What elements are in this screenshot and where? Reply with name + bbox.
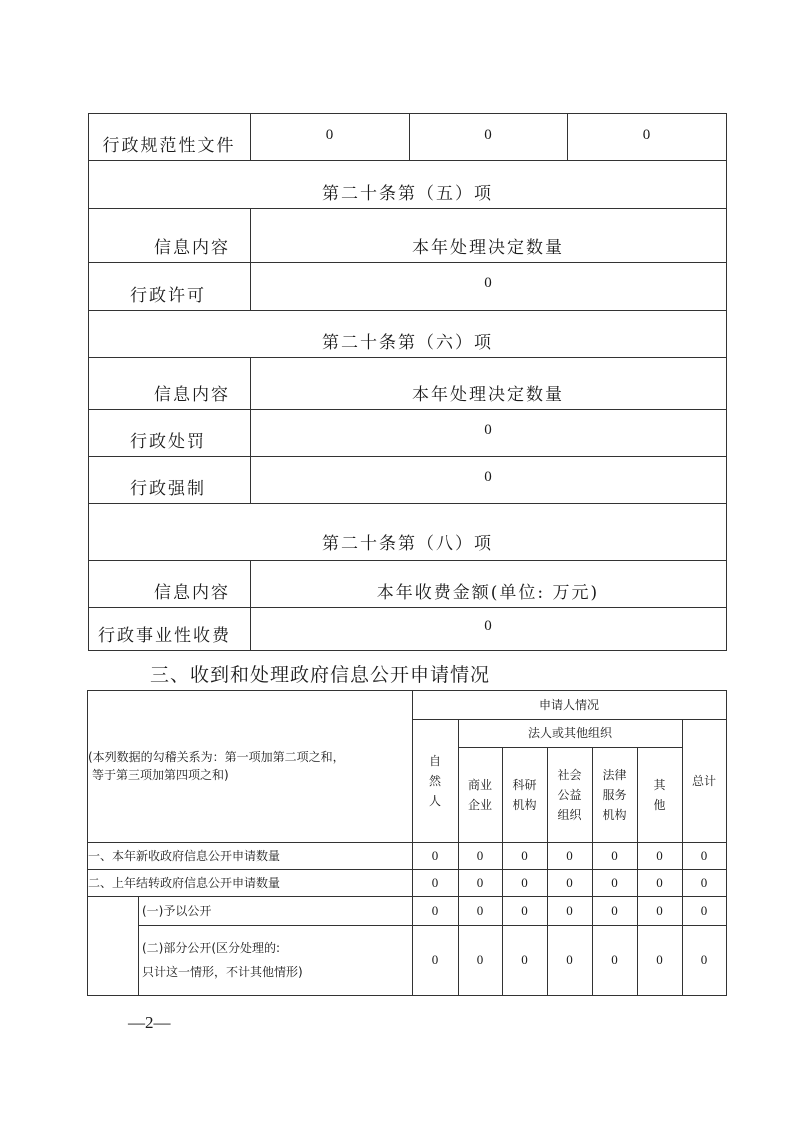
row-label: 二、上年结转政府信息公开申请数量	[88, 875, 281, 890]
header-line: 商业	[467, 777, 492, 792]
value-cell: 0	[566, 902, 573, 918]
header-char: 自	[428, 753, 441, 768]
col-commercial	[458, 747, 502, 842]
value-cell: 0	[521, 952, 528, 967]
col-natural-person	[412, 719, 458, 842]
col-total: 总计	[691, 773, 716, 788]
value-cell: 0	[611, 902, 618, 918]
value-cell: 0	[521, 847, 528, 863]
value-cell: 0	[476, 902, 484, 918]
header-line: 服务	[602, 787, 627, 802]
section-heading-8: 第二十条第（八）项	[322, 534, 493, 554]
header-line: 公益	[557, 787, 582, 802]
value-cell: 0	[700, 952, 708, 967]
header-legal-entity: 法人或其他组织	[527, 726, 612, 740]
table-line	[87, 995, 727, 996]
row-label-line-2: 只计这一情形，不计其他情形)	[142, 965, 303, 979]
header-char: 然	[428, 773, 441, 788]
row-label-admin-enforcement: 行政强制	[130, 479, 206, 499]
header-line: 社会	[557, 767, 582, 782]
row-label-line-1: (二)部分公开(区分处理的:	[142, 941, 281, 955]
col-research	[502, 747, 547, 842]
header-line: 科研	[512, 777, 537, 792]
value-cell: 0	[566, 847, 573, 863]
value-cell: 0	[431, 902, 439, 918]
value-cell: 0	[611, 847, 618, 863]
value-cell: 0	[566, 874, 573, 890]
table-line	[726, 690, 727, 996]
col-other	[637, 747, 682, 842]
header-line: 企业	[467, 797, 492, 812]
header-line: 法律	[602, 767, 627, 782]
value-cell: 0	[521, 902, 528, 918]
column-header: 本年收费金额(单位: 万元)	[376, 583, 600, 603]
row-label-admin-penalty: 行政处罚	[130, 432, 206, 452]
header-line: 组织	[557, 807, 582, 822]
value-cell: 0	[431, 952, 439, 967]
checksum-note	[88, 690, 412, 842]
note-line-2: 等于第三项加第四项之和)	[92, 768, 229, 782]
value-cell: 0	[656, 902, 663, 918]
value-cell: 0	[484, 275, 492, 291]
section-heading-5: 第二十条第（五）项	[322, 184, 493, 204]
value-cell: 0	[656, 874, 663, 890]
value-cell: 0	[611, 874, 618, 890]
value-cell: 0	[476, 952, 484, 967]
header-char: 人	[428, 793, 441, 808]
section-title: 三、收到和处理政府信息公开申请情况	[150, 664, 491, 686]
col-social-welfare	[547, 747, 592, 842]
value-cell: 0	[484, 618, 492, 634]
value-cell: 0	[325, 127, 334, 143]
value-cell: 0	[700, 847, 708, 863]
value-cell: 0	[476, 847, 484, 863]
row-label-admin-fees: 行政事业性收费	[98, 626, 231, 646]
column-header: 本年处理决定数量	[412, 238, 564, 258]
value-cell: 0	[521, 874, 528, 890]
info-content-label: 信息内容	[154, 238, 230, 258]
section-heading-6: 第二十条第（六）项	[322, 333, 493, 353]
row-label: 一、本年新收政府信息公开申请数量	[88, 848, 281, 863]
value-cell: 0	[431, 874, 439, 890]
value-cell: 0	[642, 127, 651, 143]
header-char: 他	[653, 797, 666, 812]
value-cell: 0	[656, 952, 663, 967]
column-header: 本年处理决定数量	[412, 385, 564, 405]
row-label: (一)予以公开	[142, 903, 212, 918]
value-cell: 0	[656, 847, 663, 863]
value-cell: 0	[484, 127, 492, 143]
value-cell: 0	[476, 874, 484, 890]
row-label	[142, 925, 412, 995]
table-line	[138, 896, 139, 996]
header-line: 机构	[512, 797, 537, 812]
info-content-label: 信息内容	[154, 583, 230, 603]
row-label-admin-permit: 行政许可	[130, 286, 206, 306]
row-label-regulatory-docs: 行政规范性文件	[102, 136, 236, 156]
value-cell: 0	[566, 952, 573, 967]
value-cell: 0	[431, 847, 439, 863]
header-line: 机构	[602, 807, 627, 822]
value-cell: 0	[611, 952, 618, 967]
value-cell: 0	[700, 902, 708, 918]
value-cell: 0	[484, 469, 492, 485]
value-cell: 0	[700, 874, 708, 890]
header-char: 其	[653, 777, 666, 792]
col-legal-service	[592, 747, 637, 842]
page-number: —2—	[128, 1013, 171, 1032]
table-line	[88, 650, 727, 651]
info-content-label: 信息内容	[154, 385, 230, 405]
header-applicant: 申请人情况	[538, 697, 599, 712]
value-cell: 0	[484, 422, 492, 438]
note-line-1: (本列数据的勾稽关系为：第一项加第二项之和，	[88, 750, 345, 764]
